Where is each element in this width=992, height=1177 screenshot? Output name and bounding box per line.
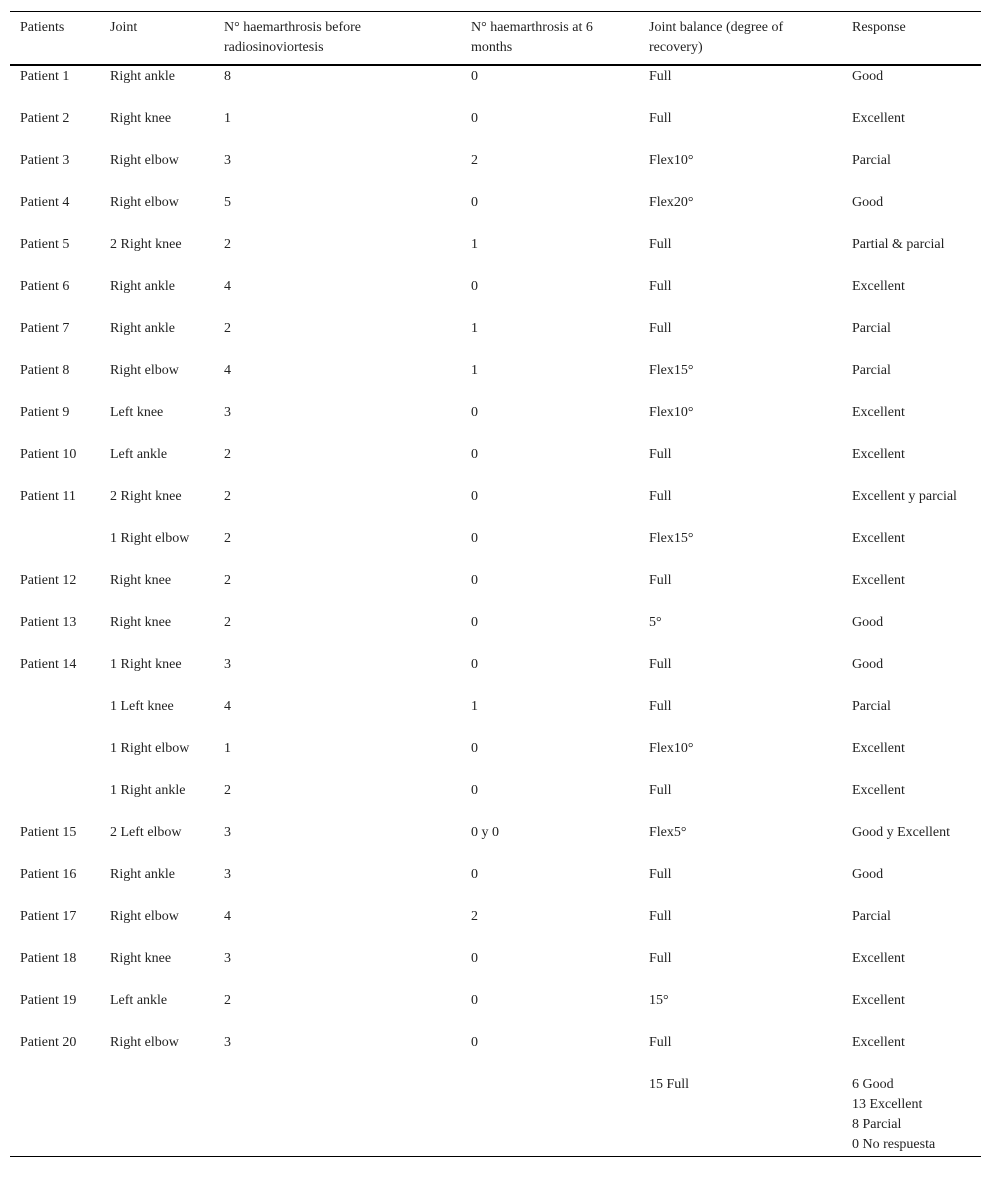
cell-haemarthrosis-6-months: 1 [471, 363, 478, 378]
cell-patient: Patient 19 [20, 993, 77, 1008]
table-row [10, 108, 981, 150]
table-row [10, 402, 981, 444]
cell-response: Excellent [852, 447, 905, 462]
cell-joint: 2 Right knee [110, 489, 182, 504]
cell-joint-balance: 15° [649, 993, 669, 1008]
cell-haemarthrosis-before: 2 [224, 447, 231, 462]
header-haemarthrosis-6-months: N° haemarthrosis at 6 months [471, 20, 593, 55]
cell-response: Partial & parcial [852, 237, 945, 252]
cell-patient: Patient 11 [20, 489, 76, 504]
cell-joint-balance: Full [649, 237, 672, 252]
cell-response: Good y Excellent [852, 825, 950, 840]
summary-response [842, 1074, 981, 1157]
cell-haemarthrosis-6-months: 0 [471, 279, 478, 294]
summary-response-parcial: 8 Parcial [852, 1117, 902, 1132]
cell-haemarthrosis-before: 3 [224, 825, 231, 840]
cell-haemarthrosis-6-months: 0 [471, 69, 478, 84]
cell-haemarthrosis-before: 2 [224, 993, 231, 1008]
cell-response: Excellent [852, 783, 905, 798]
cell-joint-balance: Full [649, 111, 672, 126]
cell-haemarthrosis-6-months: 1 [471, 237, 478, 252]
cell-haemarthrosis-before: 3 [224, 867, 231, 882]
cell-haemarthrosis-before: 1 [224, 741, 231, 756]
cell-haemarthrosis-6-months: 0 [471, 783, 478, 798]
cell-patient: Patient 17 [20, 909, 77, 924]
cell-joint: Right elbow [110, 153, 179, 168]
cell-haemarthrosis-before: 4 [224, 363, 231, 378]
table-row [10, 486, 981, 528]
summary-response-excellent: 13 Excellent [852, 1097, 923, 1112]
cell-joint-balance: Full [649, 657, 672, 672]
cell-haemarthrosis-6-months: 0 [471, 573, 478, 588]
cell-haemarthrosis-6-months: 0 [471, 1035, 478, 1050]
cell-joint-balance: Full [649, 69, 672, 84]
table-row [10, 990, 981, 1032]
cell-response: Good [852, 615, 884, 630]
cell-response: Good [852, 867, 884, 882]
table-row [10, 906, 981, 948]
summary-cell-empty [461, 1074, 639, 1157]
table-row [10, 150, 981, 192]
table-row [10, 738, 981, 780]
header-response: Response [852, 20, 906, 35]
cell-joint-balance: Flex10° [649, 153, 694, 168]
cell-haemarthrosis-before: 3 [224, 1035, 231, 1050]
table-row [10, 1032, 981, 1074]
table-row [10, 528, 981, 570]
cell-patient [10, 738, 100, 780]
summary-cell-empty [10, 1074, 100, 1157]
cell-joint: 2 Left elbow [110, 825, 182, 840]
cell-joint: Right knee [110, 615, 172, 630]
cell-patient: Patient 5 [20, 237, 70, 252]
cell-joint: Right knee [110, 111, 172, 126]
cell-patient: Patient 7 [20, 321, 70, 336]
cell-haemarthrosis-6-months: 2 [471, 153, 478, 168]
cell-joint: Right knee [110, 573, 172, 588]
table-row [10, 318, 981, 360]
table-row [10, 360, 981, 402]
cell-patient: Patient 14 [20, 657, 77, 672]
cell-haemarthrosis-before: 2 [224, 321, 231, 336]
cell-joint-balance: Full [649, 573, 672, 588]
cell-patient [10, 780, 100, 822]
cell-joint: Right elbow [110, 1035, 179, 1050]
table-row [10, 654, 981, 696]
cell-joint: 1 Right elbow [110, 741, 190, 756]
cell-response: Excellent [852, 405, 905, 420]
cell-haemarthrosis-6-months: 0 y 0 [471, 825, 499, 840]
summary-response-good: 6 Good [852, 1077, 894, 1092]
cell-response: Excellent [852, 279, 905, 294]
cell-response: Parcial [852, 363, 891, 378]
cell-response: Excellent [852, 111, 905, 126]
cell-joint: Right elbow [110, 195, 179, 210]
cell-joint-balance: Full [649, 867, 672, 882]
summary-row [10, 1074, 981, 1157]
cell-haemarthrosis-before: 8 [224, 69, 231, 84]
cell-haemarthrosis-6-months: 0 [471, 993, 478, 1008]
cell-response: Excellent [852, 1035, 905, 1050]
cell-haemarthrosis-6-months: 0 [471, 951, 478, 966]
summary-response-no-respuesta: 0 No respuesta [852, 1137, 936, 1152]
cell-haemarthrosis-6-months: 1 [471, 699, 478, 714]
table-row [10, 65, 981, 108]
cell-joint: 1 Right ankle [110, 783, 186, 798]
cell-haemarthrosis-6-months: 0 [471, 531, 478, 546]
table-row [10, 822, 981, 864]
cell-haemarthrosis-6-months: 0 [471, 447, 478, 462]
cell-haemarthrosis-6-months: 0 [471, 195, 478, 210]
cell-joint: Right ankle [110, 279, 175, 294]
cell-haemarthrosis-6-months: 0 [471, 111, 478, 126]
cell-haemarthrosis-before: 2 [224, 237, 231, 252]
cell-haemarthrosis-6-months: 0 [471, 867, 478, 882]
cell-joint: Right ankle [110, 321, 175, 336]
cell-haemarthrosis-6-months: 0 [471, 489, 478, 504]
cell-response: Parcial [852, 153, 891, 168]
cell-haemarthrosis-6-months: 2 [471, 909, 478, 924]
cell-joint: 2 Right knee [110, 237, 182, 252]
cell-joint: Right knee [110, 951, 172, 966]
cell-haemarthrosis-before: 4 [224, 699, 231, 714]
cell-joint: Left knee [110, 405, 164, 420]
results-table [10, 11, 981, 1157]
cell-haemarthrosis-before: 2 [224, 489, 231, 504]
cell-response: Excellent y parcial [852, 489, 957, 504]
table-row [10, 234, 981, 276]
cell-patient: Patient 20 [20, 1035, 77, 1050]
summary-joint-balance: 15 Full [649, 1077, 690, 1092]
table-row [10, 948, 981, 990]
cell-patient: Patient 9 [20, 405, 70, 420]
cell-joint-balance: Full [649, 1035, 672, 1050]
cell-patient: Patient 10 [20, 447, 77, 462]
table-row [10, 612, 981, 654]
cell-haemarthrosis-6-months: 0 [471, 741, 478, 756]
cell-joint: Right elbow [110, 909, 179, 924]
cell-response: Parcial [852, 909, 891, 924]
summary-cell-empty [100, 1074, 214, 1157]
cell-patient: Patient 4 [20, 195, 70, 210]
cell-joint-balance: Full [649, 699, 672, 714]
cell-haemarthrosis-before: 3 [224, 153, 231, 168]
header-row [10, 12, 981, 66]
cell-haemarthrosis-6-months: 0 [471, 657, 478, 672]
table-row [10, 570, 981, 612]
cell-joint-balance: Flex10° [649, 741, 694, 756]
cell-haemarthrosis-before: 5 [224, 195, 231, 210]
cell-haemarthrosis-before: 2 [224, 531, 231, 546]
cell-joint-balance: Flex5° [649, 825, 687, 840]
cell-joint-balance: Full [649, 489, 672, 504]
cell-response: Excellent [852, 741, 905, 756]
cell-response: Parcial [852, 699, 891, 714]
table-row [10, 696, 981, 738]
cell-joint-balance: Flex10° [649, 405, 694, 420]
cell-patient: Patient 16 [20, 867, 77, 882]
cell-joint: Left ankle [110, 447, 168, 462]
cell-haemarthrosis-before: 2 [224, 573, 231, 588]
cell-response: Excellent [852, 951, 905, 966]
table-row [10, 192, 981, 234]
table-row [10, 864, 981, 906]
cell-response: Parcial [852, 321, 891, 336]
cell-response: Good [852, 69, 884, 84]
cell-haemarthrosis-before: 2 [224, 615, 231, 630]
cell-joint-balance: Flex15° [649, 363, 694, 378]
cell-joint: Right elbow [110, 363, 179, 378]
cell-joint-balance: Full [649, 783, 672, 798]
cell-patient: Patient 3 [20, 153, 70, 168]
cell-patient [10, 696, 100, 738]
cell-joint: Left ankle [110, 993, 168, 1008]
cell-response: Excellent [852, 993, 905, 1008]
cell-joint-balance: Full [649, 279, 672, 294]
header-haemarthrosis-before: N° haemarthrosis before radiosinoviortesis [224, 20, 361, 55]
cell-haemarthrosis-before: 3 [224, 951, 231, 966]
cell-response: Excellent [852, 531, 905, 546]
cell-patient: Patient 2 [20, 111, 70, 126]
cell-joint: 1 Left knee [110, 699, 174, 714]
cell-haemarthrosis-before: 4 [224, 279, 231, 294]
cell-haemarthrosis-6-months: 0 [471, 615, 478, 630]
cell-haemarthrosis-before: 4 [224, 909, 231, 924]
cell-joint-balance: Full [649, 321, 672, 336]
cell-joint-balance: Flex20° [649, 195, 694, 210]
cell-patient: Patient 18 [20, 951, 77, 966]
cell-haemarthrosis-before: 1 [224, 111, 231, 126]
cell-joint-balance: Full [649, 447, 672, 462]
cell-joint-balance: Flex15° [649, 531, 694, 546]
cell-response: Good [852, 657, 884, 672]
table-row [10, 780, 981, 822]
table-row [10, 276, 981, 318]
cell-joint: 1 Right knee [110, 657, 182, 672]
cell-haemarthrosis-before: 2 [224, 783, 231, 798]
cell-haemarthrosis-6-months: 1 [471, 321, 478, 336]
cell-joint-balance: Full [649, 909, 672, 924]
cell-patient: Patient 1 [20, 69, 70, 84]
table-body [10, 65, 981, 1157]
cell-patient: Patient 15 [20, 825, 77, 840]
cell-joint-balance: 5° [649, 615, 662, 630]
cell-patient: Patient 13 [20, 615, 77, 630]
header-joint: Joint [110, 20, 138, 35]
cell-patient: Patient 6 [20, 279, 70, 294]
cell-patient [10, 528, 100, 570]
header-joint-balance: Joint balance (degree of recovery) [649, 20, 784, 55]
header-patients: Patients [20, 20, 65, 35]
table-row [10, 444, 981, 486]
cell-haemarthrosis-before: 3 [224, 405, 231, 420]
cell-haemarthrosis-6-months: 0 [471, 405, 478, 420]
cell-haemarthrosis-before: 3 [224, 657, 231, 672]
cell-joint: 1 Right elbow [110, 531, 190, 546]
cell-patient: Patient 8 [20, 363, 70, 378]
summary-cell-empty [214, 1074, 461, 1157]
cell-joint: Right ankle [110, 69, 175, 84]
cell-joint-balance: Full [649, 951, 672, 966]
cell-patient: Patient 12 [20, 573, 77, 588]
cell-response: Excellent [852, 573, 905, 588]
cell-joint: Right ankle [110, 867, 175, 882]
cell-response: Good [852, 195, 884, 210]
table-header [10, 12, 981, 66]
results-table-container [10, 11, 981, 1157]
